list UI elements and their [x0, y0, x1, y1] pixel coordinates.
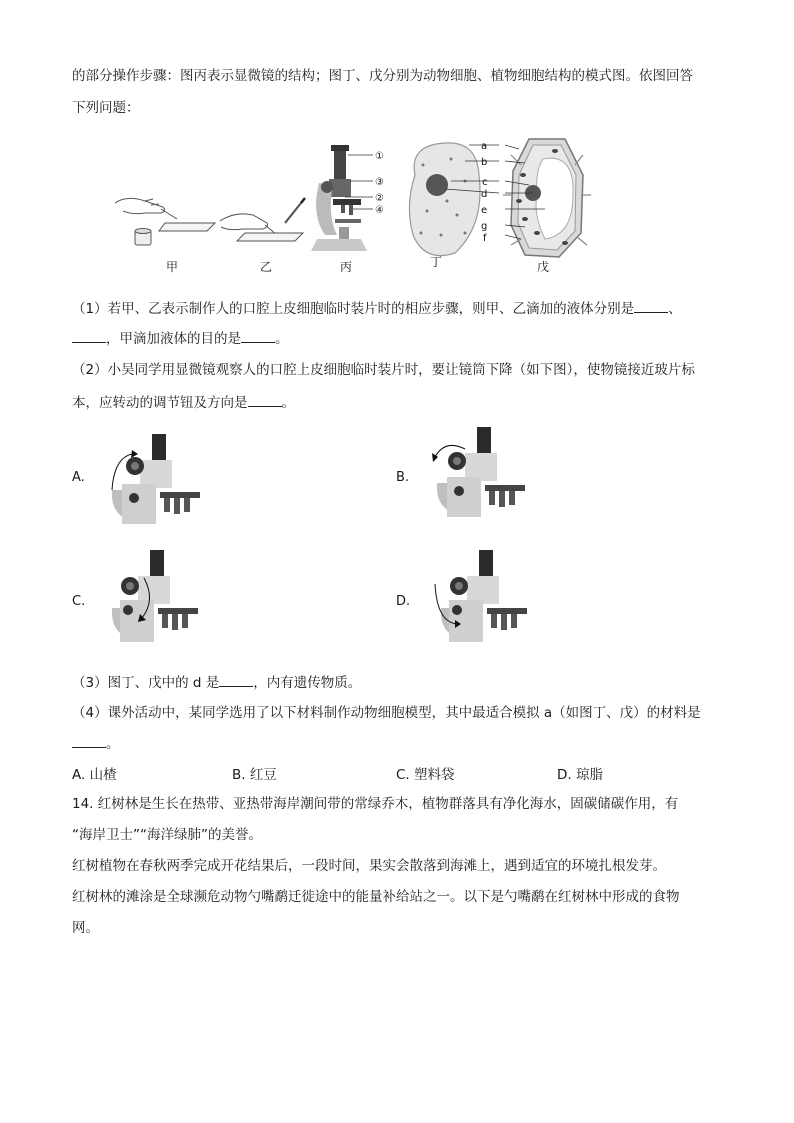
q14-line-1: 14. 红树林是生长在热带、亚热带海岸潮间带的常绿乔木，植物群落具有净化海水，固碳储碳作用，有 [72, 796, 679, 812]
microscope-illustration [311, 145, 367, 251]
animal-cell-illustration [409, 143, 480, 256]
mark-1: ① [375, 151, 384, 162]
q1-line-2 [72, 328, 289, 349]
step-yi-illustration [220, 198, 305, 241]
q2-text: 本，应转动的调节钮及方向是 [72, 395, 248, 411]
mark-2: ② [375, 193, 384, 204]
cell-mark-d: d [481, 189, 488, 200]
q4-choice-b[interactable]: B. 红豆 [232, 767, 277, 783]
q3-text: （3）图丁、戊中的 d 是 [72, 675, 220, 691]
q4-end: 。 [106, 736, 120, 752]
option-c-image [100, 548, 210, 643]
cell-mark-g: g [481, 221, 488, 232]
q4-line-1: （4）课外活动中，某同学选用了以下材料制作动物细胞模型，其中最适合模拟 a（如图丁、戊）的材料是 [72, 705, 701, 721]
option-a-label: A. [72, 470, 85, 485]
intro-line-2: 下列问题： [72, 100, 140, 116]
cell-mark-f: f [483, 233, 487, 244]
cell-mark-a: a [481, 141, 488, 152]
q2-line-2 [72, 392, 295, 413]
q1-end: 。 [275, 331, 289, 347]
plant-cell-illustration [503, 139, 591, 257]
q1-blank-1[interactable] [634, 298, 668, 313]
q1-sep-1: 、 [668, 301, 682, 317]
option-a-image [100, 430, 210, 525]
q1-sep-2: ，甲滴加液体的目的是 [106, 331, 241, 347]
label-wu: 戊 [537, 260, 550, 274]
option-d-label: D. [396, 594, 411, 609]
q14-line-3: 红树植物在春秋两季完成开花结果后，一段时间，果实会散落到海滩上，遇到适宜的环境扎根发芽。 [72, 858, 666, 874]
q4-choice-d[interactable]: D. 琼脂 [557, 767, 603, 783]
mark-3: ③ [375, 177, 384, 188]
q2-end: 。 [281, 395, 295, 411]
q4-choice-c[interactable]: C. 塑料袋 [396, 767, 455, 783]
label-yi: 乙 [260, 260, 273, 274]
q1-text: （1）若甲、乙表示制作人的口腔上皮细胞临时装片时的相应步骤，则甲、乙滴加的液体分别是 [72, 301, 635, 317]
option-d-image [425, 548, 535, 643]
q1-blank-3[interactable] [241, 328, 275, 343]
step-jia-illustration [115, 198, 215, 245]
q4-blank[interactable] [72, 733, 106, 748]
option-c-label: C. [72, 594, 86, 609]
q2-line-1: （2）小吴同学用显微镜观察人的口腔上皮细胞临时装片时，要让镜筒下降（如下图），使物镜接近玻片标 [72, 362, 695, 378]
intro-line-1: 的部分操作步骤：图丙表示显微镜的结构；图丁、戊分别为动物细胞、植物细胞结构的模式图。依图回答 [72, 68, 693, 84]
q14-line-2: “海岸卫士”“海洋绿肺”的美誉。 [72, 827, 262, 843]
q3-line [72, 672, 361, 693]
q1-line-1 [72, 298, 682, 319]
q1-blank-2[interactable] [72, 328, 106, 343]
cell-mark-c: c [482, 177, 488, 188]
q3-blank[interactable] [219, 672, 253, 687]
q14-line-4: 红树林的滩涂是全球濒危动物勺嘴鹬迁徙途中的能量补给站之一。以下是勺嘴鹬在红树林中形成的食物 [72, 889, 680, 905]
label-jia: 甲 [166, 260, 179, 274]
q2-blank[interactable] [248, 392, 282, 407]
option-b-image [425, 423, 535, 518]
q14-line-5: 网。 [72, 920, 99, 936]
q3-end: ，内有遗传物质。 [253, 675, 362, 691]
mark-4: ④ [375, 205, 384, 216]
cell-mark-b: b [481, 157, 488, 168]
q4-choice-a[interactable]: A. 山楂 [72, 767, 117, 783]
cell-mark-e: e [481, 205, 488, 216]
experiment-figure [105, 135, 595, 275]
q4-line-2 [72, 733, 120, 754]
label-bing: 丙 [340, 260, 353, 274]
label-ding: 丁 [430, 255, 443, 269]
option-b-label: B. [396, 470, 410, 485]
